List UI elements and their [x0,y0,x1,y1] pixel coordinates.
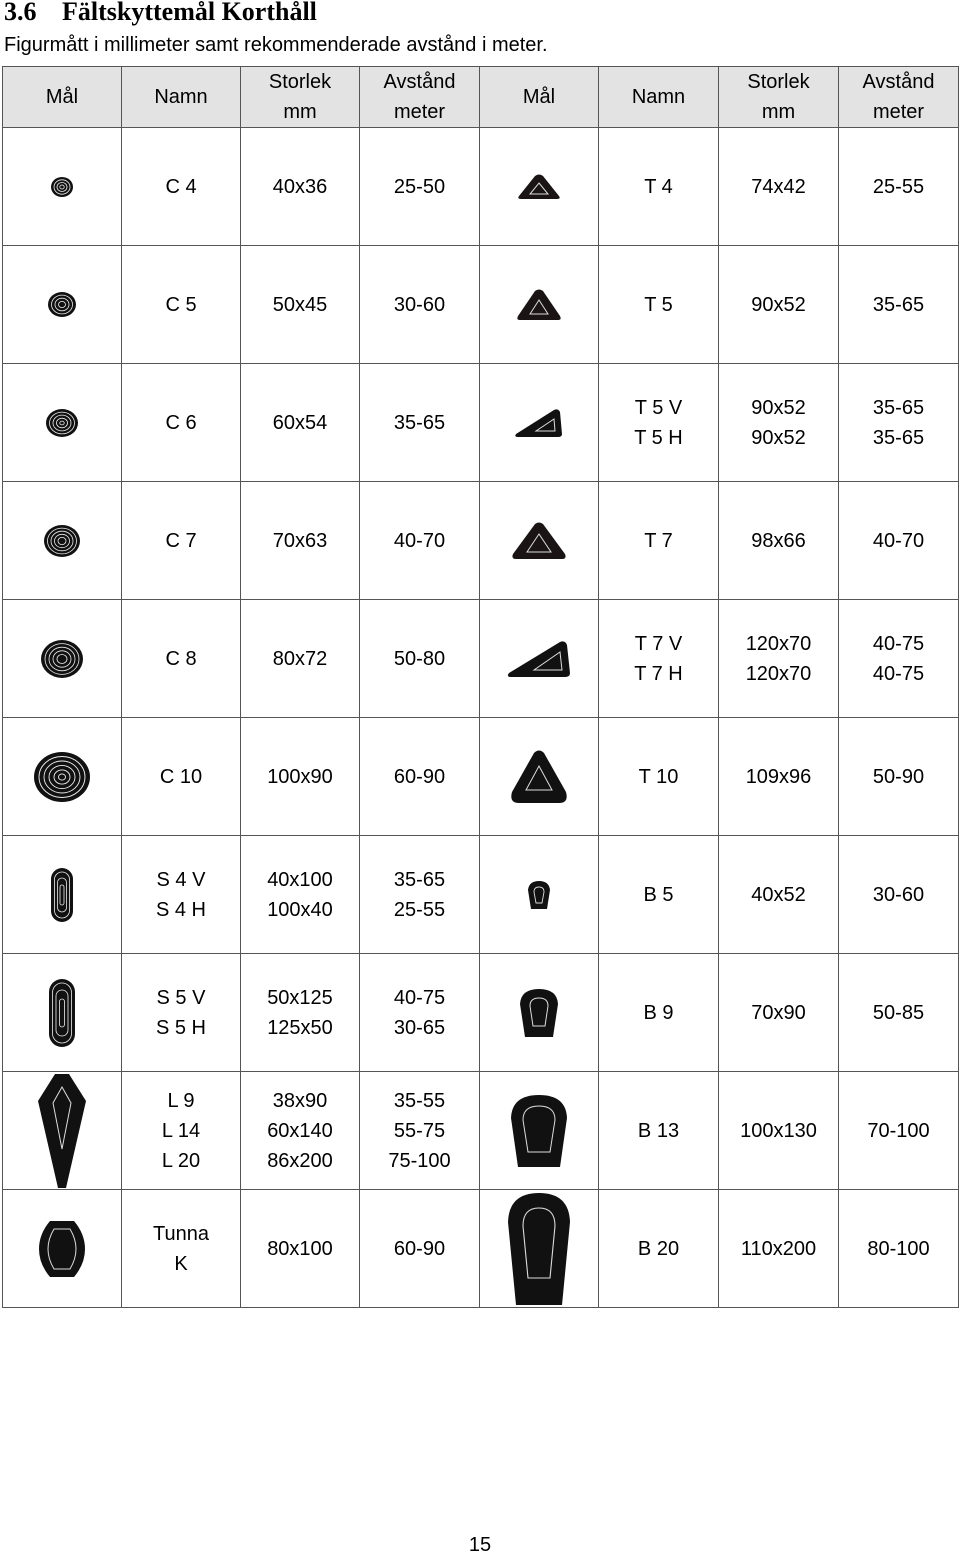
target-distance: 50-90 [839,718,959,836]
table-row [3,246,959,364]
target-image-cell [3,954,122,1072]
target-name: C 10 [122,718,241,836]
target-name: S 5 V S 5 H [122,954,241,1072]
target-rings-c7-icon [43,524,81,558]
table-row [3,482,959,600]
target-image-cell [480,1072,599,1190]
target-image-cell [480,246,599,364]
table-row [3,1190,959,1308]
target-distance: 30-60 [839,836,959,954]
target-name: T 5 V T 5 H [599,364,719,482]
target-name: T 5 [599,246,719,364]
target-name: C 6 [122,364,241,482]
target-size: 40x36 [241,128,360,246]
target-size: 50x125 125x50 [241,954,360,1072]
target-head-b13-icon [510,1094,568,1168]
target-image-cell [480,128,599,246]
target-image-cell [480,954,599,1072]
target-image-cell [3,836,122,954]
column-header-name: Namn [599,67,719,128]
target-size: 98x66 [719,482,839,600]
target-head-b20-icon [506,1192,572,1306]
target-name: C 7 [122,482,241,600]
target-distance: 50-85 [839,954,959,1072]
target-size: 38x90 60x140 86x200 [241,1072,360,1190]
target-name: L 9 L 14 L 20 [122,1072,241,1190]
target-name: B 9 [599,954,719,1072]
target-image-cell [480,1190,599,1308]
target-size: 100x130 [719,1072,839,1190]
table-header-row [3,67,959,128]
target-size: 100x90 [241,718,360,836]
target-barrel-k-icon [38,1220,86,1278]
target-triangle-t10-icon [509,750,569,804]
target-size: 70x63 [241,482,360,600]
target-distance: 35-65 [360,364,480,482]
target-head-b9-icon [519,988,559,1038]
target-name: B 20 [599,1190,719,1308]
target-image-cell [3,246,122,364]
page-number: 15 [468,1534,492,1556]
target-name: T 10 [599,718,719,836]
target-name: T 7 V T 7 H [599,600,719,718]
target-size: 40x100 100x40 [241,836,360,954]
column-header-distance: Avstånd meter [839,67,959,128]
target-rings-c10-icon [33,751,91,803]
target-head-b5-icon [527,880,551,910]
table-row [3,836,959,954]
target-distance: 40-70 [360,482,480,600]
target-distance: 60-90 [360,1190,480,1308]
target-size: 40x52 [719,836,839,954]
table-row [3,128,959,246]
column-header-size: Storlek mm [719,67,839,128]
target-distance: 50-80 [360,600,480,718]
column-header-size: Storlek mm [241,67,360,128]
target-rings-c8-icon [40,639,84,679]
target-size: 120x70 120x70 [719,600,839,718]
target-distance: 40-75 30-65 [360,954,480,1072]
section-subtitle: Figurmått i millimeter samt rekommenderade avstånd i meter. [4,34,548,56]
target-name: T 4 [599,128,719,246]
target-oval-s4-icon [50,867,74,923]
table-row [3,718,959,836]
target-diamond-l-icon [37,1073,87,1189]
target-distance: 35-55 55-75 75-100 [360,1072,480,1190]
target-size: 70x90 [719,954,839,1072]
target-image-cell [480,600,599,718]
target-image-cell [3,600,122,718]
target-size: 109x96 [719,718,839,836]
target-image-cell [3,1190,122,1308]
column-header-target: Mål [480,67,599,128]
target-size: 50x45 [241,246,360,364]
target-name: C 5 [122,246,241,364]
column-header-distance: Avstånd meter [360,67,480,128]
target-triangle-t4-icon [517,174,561,200]
section-number: 3.6 [4,0,37,26]
target-distance: 40-70 [839,482,959,600]
target-name: Tunna K [122,1190,241,1308]
target-name: S 4 V S 4 H [122,836,241,954]
target-name: C 8 [122,600,241,718]
target-triangle-t5-icon [516,289,562,321]
target-size: 110x200 [719,1190,839,1308]
target-oval-s5-icon [48,978,76,1048]
target-distance: 60-90 [360,718,480,836]
table-row [3,1072,959,1190]
target-rings-c4-icon [50,176,74,198]
table-row [3,600,959,718]
target-distance: 40-75 40-75 [839,600,959,718]
target-triangle-t7-icon [511,522,567,560]
target-distance: 70-100 [839,1072,959,1190]
section-heading [4,0,317,27]
target-distance: 25-55 [839,128,959,246]
target-image-cell [3,482,122,600]
target-size: 74x42 [719,128,839,246]
target-triangle-t7v-icon [506,640,572,678]
target-image-cell [3,128,122,246]
target-size: 90x52 [719,246,839,364]
target-size: 90x52 90x52 [719,364,839,482]
target-distance: 35-65 [839,246,959,364]
column-header-name: Namn [122,67,241,128]
target-distance: 35-65 25-55 [360,836,480,954]
target-image-cell [3,1072,122,1190]
target-image-cell [480,718,599,836]
target-distance: 30-60 [360,246,480,364]
target-name: T 7 [599,482,719,600]
target-name: C 4 [122,128,241,246]
table-row [3,954,959,1072]
target-name: B 5 [599,836,719,954]
target-image-cell [480,482,599,600]
section-title: Fältskyttemål Korthåll [62,0,317,26]
target-image-cell [480,364,599,482]
targets-table [2,66,959,1308]
target-image-cell [3,364,122,482]
target-name: B 13 [599,1072,719,1190]
target-image-cell [480,836,599,954]
target-rings-c5-icon [47,291,77,318]
table-row [3,364,959,482]
target-size: 80x100 [241,1190,360,1308]
target-image-cell [3,718,122,836]
target-distance: 80-100 [839,1190,959,1308]
target-size: 60x54 [241,364,360,482]
target-size: 80x72 [241,600,360,718]
target-distance: 35-65 35-65 [839,364,959,482]
target-triangle-t5v-icon [514,408,564,438]
column-header-target: Mål [3,67,122,128]
target-distance: 25-50 [360,128,480,246]
target-rings-c6-icon [45,408,79,438]
